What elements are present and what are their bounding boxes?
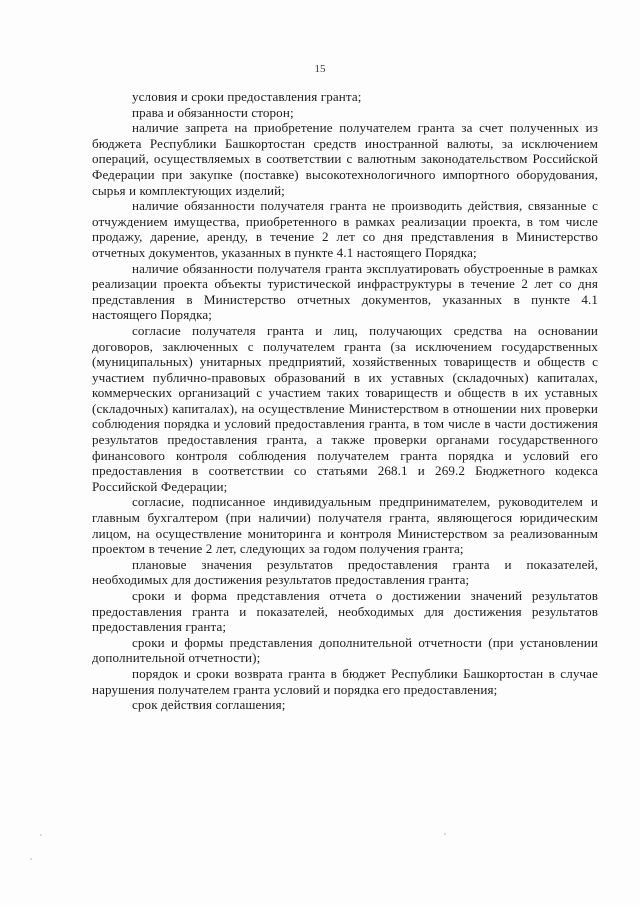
paragraph: плановые значения результатов предоставления гранта и показателей, необходимых для достижения результатов предоставления гранта;: [92, 556, 598, 588]
scan-artifact: [444, 833, 446, 835]
page-number: 15: [314, 63, 326, 75]
paragraph: срок действия соглашения;: [132, 697, 286, 713]
paragraph: права и обязанности сторон;: [132, 104, 294, 120]
paragraph: согласие получателя гранта и лиц, получающих средства на основании договоров, заключенных с получателем гранта (за исключением государственных (муниципальных) унитарных предприятий, хозяйственных товариществ и обществ с участием публично-правовых образований в их уставных (складочных) капиталах, коммерческих организаций с участием таких товариществ и обществ в их уставных (складочных) капиталах), на осуществление Министерством в отношении них проверки соблюдения порядка и условий предоставления гранта, в том числе в части достижения результатов предоставления гранта, а также проверки органами государственного финансового контроля соблюдения получателем гранта порядка и условий его предоставления в соответствии со статьями 268.1 и 269.2 Бюджетного кодекса Российской Федерации;: [92, 322, 598, 494]
paragraph: порядок и сроки возврата гранта в бюджет Республики Башкортостан в случае нарушения получателем гранта условий и порядка его предоставления;: [92, 665, 598, 697]
scan-artifact: [40, 834, 42, 836]
paragraph: сроки и форма представления отчета о достижении значений результатов предоставления гранта и показателей, необходимых для достижения результатов предоставления гранта;: [92, 588, 598, 635]
document-body: [92, 89, 598, 713]
paragraph: наличие обязанности получателя гранта эксплуатировать обустроенные в рамках реализации проекта объекты туристической инфраструктуры в течение 2 лет со дня представления в Министерство отчетных документов, указанных в пункте 4.1 настоящего Порядка;: [92, 260, 598, 323]
paragraph: наличие запрета на приобретение получателем гранта за счет полученных из бюджета Республики Башкортостан средств иностранной валюты, за исключением операций, осуществляемых в соответствии с валютным законодательством Российской Федерации при закупке (поставке) высокотехнологичного импортного оборудования, сырья и комплектующих изделий;: [92, 120, 598, 198]
paragraph: условия и сроки предоставления гранта;: [132, 89, 362, 104]
paragraph: согласие, подписанное индивидуальным предпринимателем, руководителем и главным бухгалтером (при наличии) получателя гранта, являющегося юридическим лицом, на осуществление мониторинга и контроля Министерством за реализованным проектом в течение 2 лет, следующих за годом получения гранта;: [92, 494, 598, 557]
paragraph: сроки и формы представления дополнительной отчетности (при установлении дополнительной отчетности);: [92, 634, 598, 666]
paragraph: наличие обязанности получателя гранта не производить действия, связанные с отчуждением имущества, приобретенного в рамках реализации проекта, в том числе продажу, дарение, аренду, в течение 2 лет со дня представления в Министерство отчетных документов, указанных в пункте 4.1 настоящего Порядка;: [92, 198, 598, 260]
scan-artifact: [30, 858, 32, 860]
